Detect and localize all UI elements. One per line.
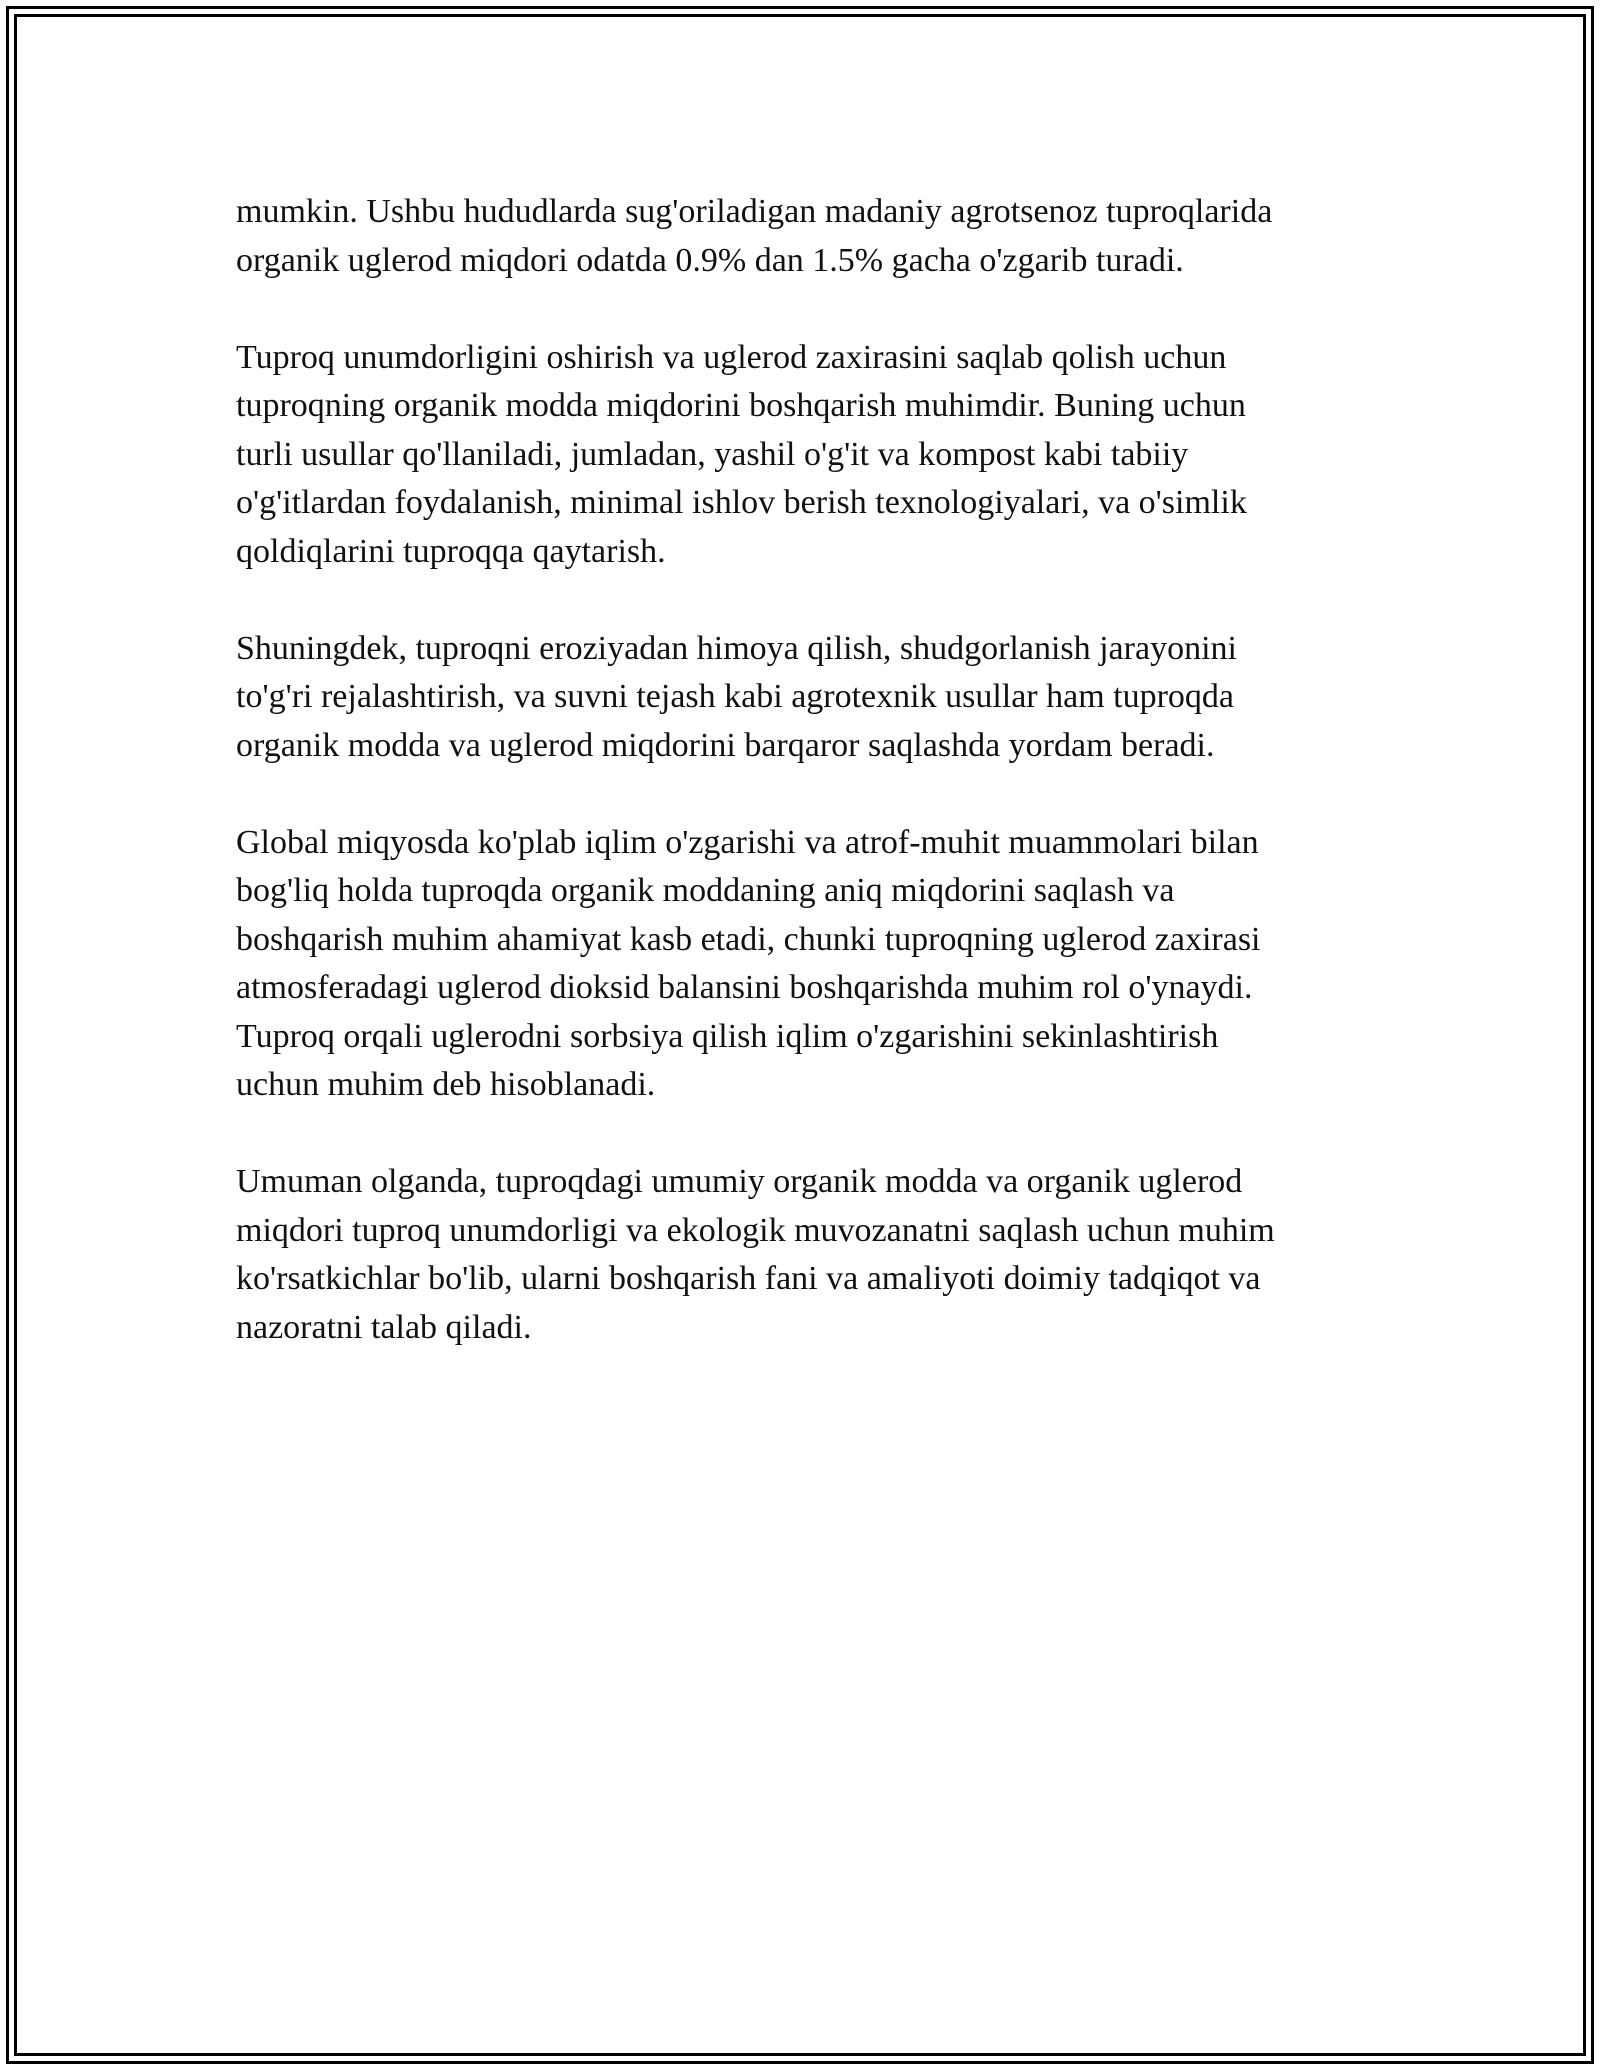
document-body <box>236 188 1386 1401</box>
paragraph-4: Global miqyosda ko'plab iqlim o'zgarishi va atrof-muhit muammolari bilan bog'liq holda tuproqda organik moddaning aniq miqdorini saqlash va boshqarish muhim ahamiyat kasb etadi, chunki tuproqning uglerod zaxirasi atmosferadagi uglerod dioksid balansini boshqarishda muhim rol o'ynaydi. Tuproq orqali uglerodni sorbsiya qilish iqlim o'zgarishini sekinlashtirish uchun muhim deb hisoblanadi. <box>236 823 1261 1103</box>
paragraph-5: Umuman olganda, tuproqdagi umumiy organik modda va organik uglerod miqdori tuproq unumdorligi va ekologik muvozanatni saqlash uchun muhim ko'rsatkichlar bo'lib, ularni boshqarish fani va amaliyoti doimiy tadqiqot va nazoratni talab qiladi. <box>236 1163 1275 1346</box>
paragraph-1: mumkin. Ushbu hududlarda sug'oriladigan madaniy agrotsenoz tuproqlarida organik uglerod miqdori odatda 0.9% dan 1.5% gacha o'zgarib turadi. <box>236 193 1273 279</box>
paragraph-3: Shuningdek, tuproqni eroziyadan himoya qilish, shudgorlanish jarayonini to'g'ri rejalashtirish, va suvni tejash kabi agrotexnik usullar ham tuproqda organik modda va uglerod miqdorini barqaror saqlashda yordam beradi. <box>236 629 1237 764</box>
paragraph-2: Tuproq unumdorligini oshirish va uglerod zaxirasini saqlab qolish uchun tuproqning organik modda miqdorini boshqarish muhimdir. Buning uchun turli usullar qo'llaniladi, jumladan, yashil o'g'it va kompost kabi tabiiy o'g'itlardan foydalanish, minimal ishlov berish texnologiyalari, va o'simlik qoldiqlarini tuproqqa qaytarish. <box>236 338 1247 570</box>
